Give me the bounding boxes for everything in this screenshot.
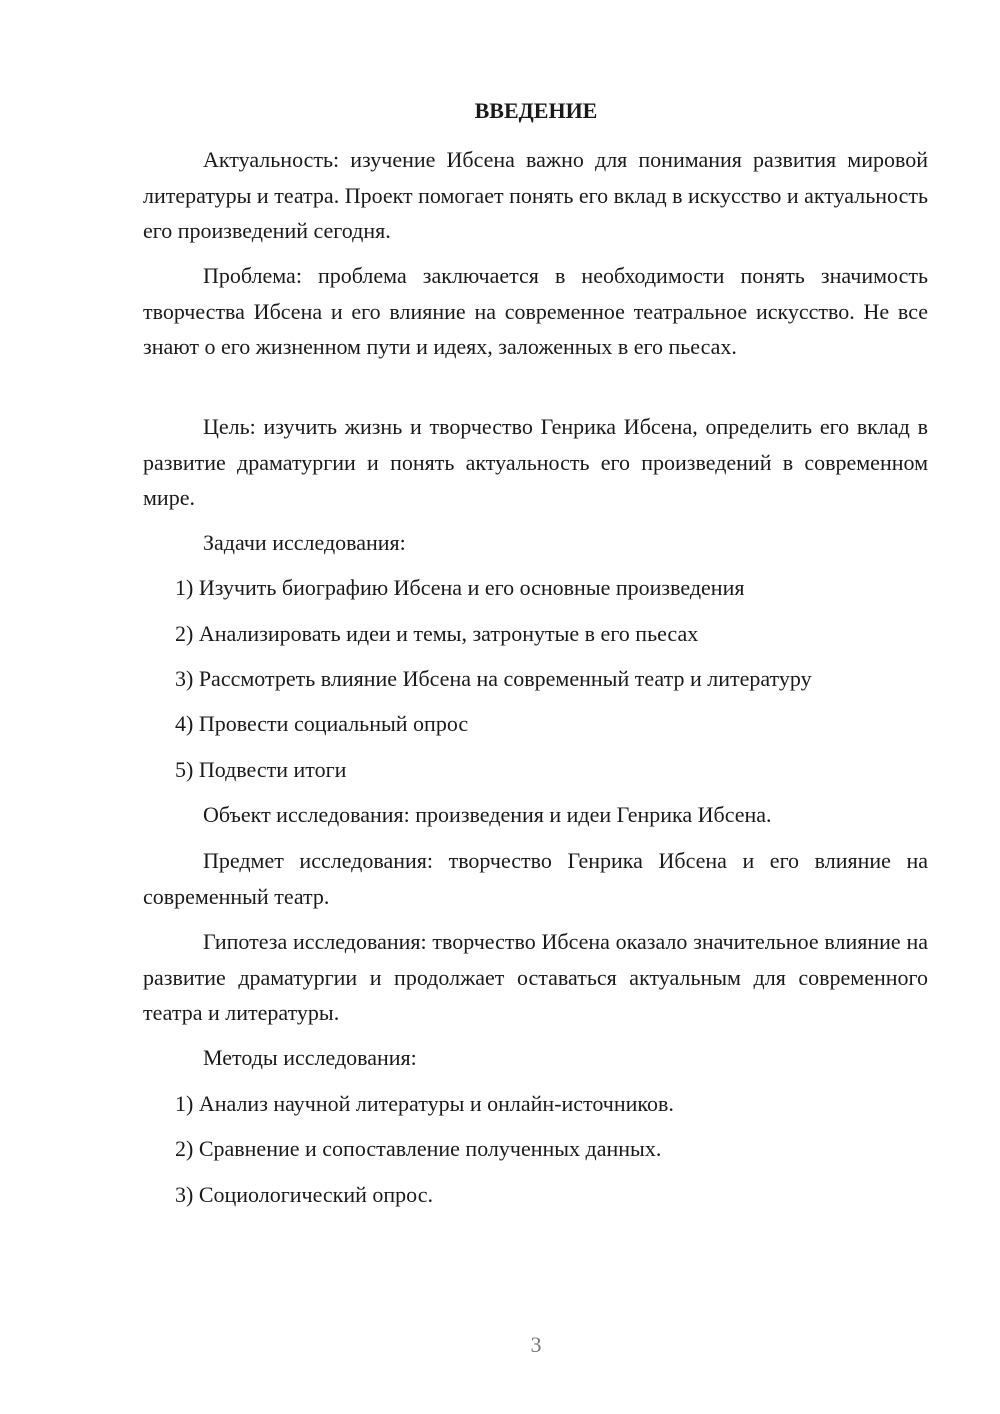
- method-item: 2) Сравнение и сопоставление полученных данных.: [175, 1136, 662, 1161]
- task-item: 3) Рассмотреть влияние Ибсена на современный театр и литературу: [175, 666, 812, 691]
- relevance-paragraph: Актуальность: изучение Ибсена важно для понимания развития мировой литературы и театра. Проект помогает понять его вклад в искусство и актуальность его произведений сегодня.: [143, 147, 928, 243]
- object-paragraph: Объект исследования: произведения и идеи Генрика Ибсена.: [203, 802, 772, 827]
- task-item: 4) Провести социальный опрос: [175, 711, 469, 736]
- tasks-heading: Задачи исследования:: [203, 530, 406, 555]
- task-item: 1) Изучить биографию Ибсена и его основные произведения: [175, 575, 745, 600]
- subject-paragraph: Предмет исследования: творчество Генрика Ибсена и его влияние на современный театр.: [143, 848, 928, 909]
- problem-paragraph: Проблема: проблема заключается в необходимости понять значимость творчества Ибсена и его влияние на современное театральное искусство. Не все знают о его жизненном пути и идеях, заложенных в его пьесах.: [143, 263, 928, 359]
- task-item: 2) Анализировать идеи и темы, затронутые в его пьесах: [175, 621, 699, 646]
- goal-paragraph: Цель: изучить жизнь и творчество Генрика Ибсена, определить его вклад в развитие драматургии и понять актуальность его произведений в современном мире.: [143, 414, 928, 510]
- page-number: 3: [530, 1332, 542, 1357]
- section-title: ВВЕДЕНИЕ: [474, 98, 598, 123]
- method-item: 3) Социологический опрос.: [175, 1182, 433, 1207]
- method-item: 1) Анализ научной литературы и онлайн-источников.: [175, 1091, 674, 1116]
- task-item: 5) Подвести итоги: [175, 757, 347, 782]
- hypothesis-paragraph: Гипотеза исследования: творчество Ибсена оказало значительное влияние на развитие драматургии и продолжает оставаться актуальным для современного театра и литературы.: [143, 929, 928, 1025]
- methods-heading: Методы исследования:: [203, 1045, 417, 1070]
